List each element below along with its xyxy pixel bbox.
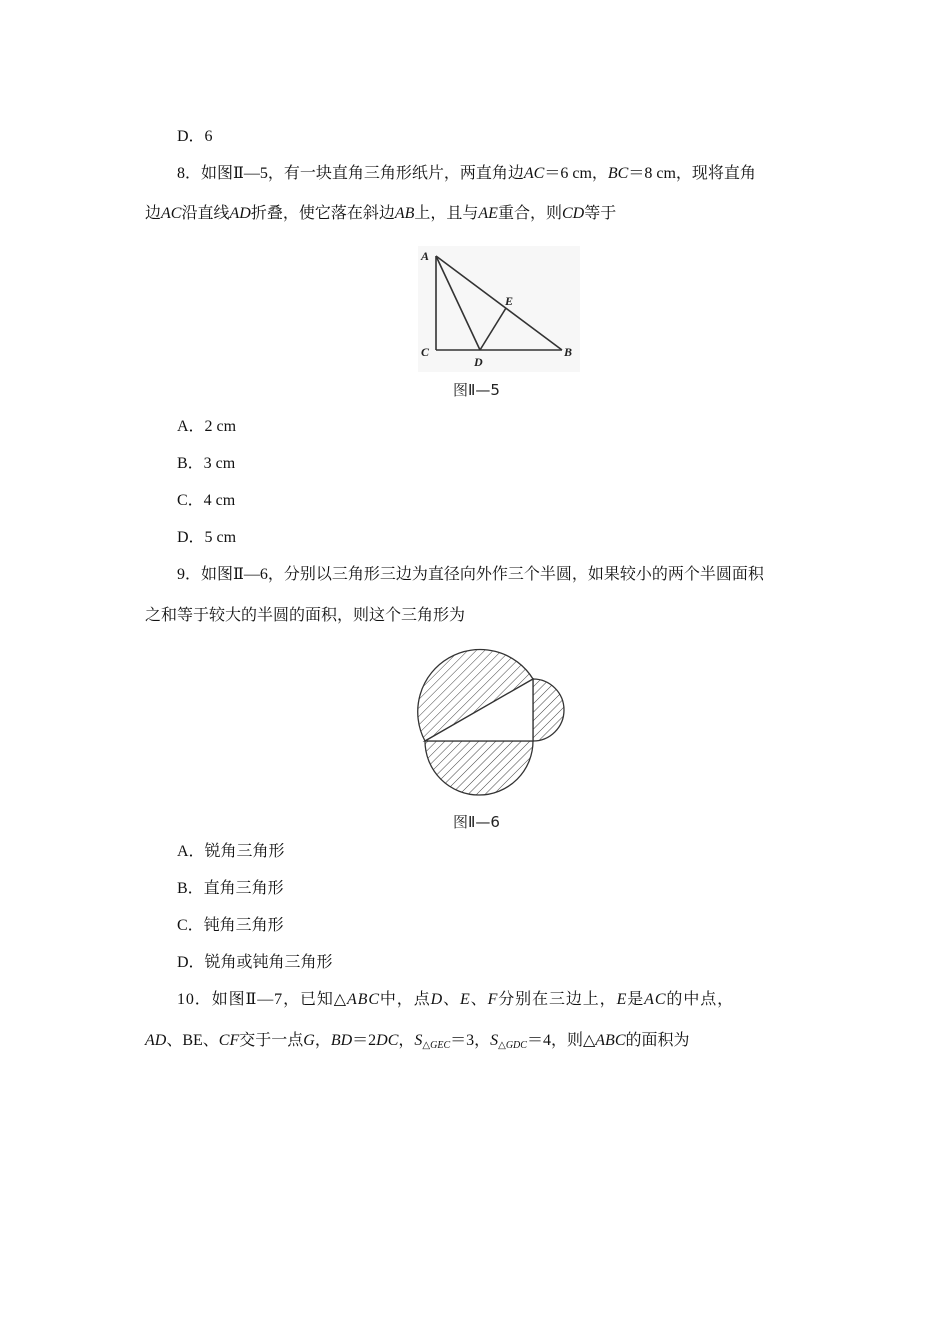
q8-stem-line2: 边AC沿直线AD折叠，使它落在斜边AB上，且与AE重合，则CD等于	[145, 205, 617, 222]
label-c: C	[421, 345, 430, 359]
label-d: D	[474, 355, 483, 369]
q10-stem-line1: 10．如图Ⅱ—7，已知△ABC中，点D、E、F分别在三边上，E是AC的中点，	[177, 991, 735, 1008]
q9-option-d: D．锐角或钝角三角形	[177, 954, 333, 971]
figure-ii-5	[414, 244, 584, 374]
q8-option-a: A．2 cm	[177, 418, 237, 435]
q7-option-d: D．6	[177, 128, 213, 145]
figure-ii-5-caption: 图Ⅱ—5	[453, 381, 500, 399]
q9-stem-line2: 之和等于较大的半圆的面积，则这个三角形为	[145, 607, 466, 624]
q8-option-c: C．4 cm	[177, 492, 236, 509]
q8-option-b: B．3 cm	[177, 455, 236, 472]
semicircle-right-leg	[533, 679, 564, 741]
q9-option-a: A．锐角三角形	[177, 843, 285, 860]
q8-option-d: D．5 cm	[177, 529, 237, 546]
figure-ii-6	[408, 642, 578, 802]
q9-option-b: B．直角三角形	[177, 880, 284, 897]
semicircle-bottom-leg	[425, 741, 533, 795]
q8-stem-line1: 8．如图Ⅱ—5，有一块直角三角形纸片，两直角边AC＝6 cm，BC＝8 cm，现将直角	[177, 165, 756, 182]
q9-option-c: C．钝角三角形	[177, 917, 284, 934]
label-e: E	[505, 294, 514, 308]
label-a: A	[421, 249, 430, 263]
figure-ii-6-caption: 图Ⅱ—6	[453, 813, 500, 831]
label-b: B	[564, 345, 573, 359]
q9-stem-line1: 9．如图Ⅱ—6，分别以三角形三边为直径向外作三个半圆，如果较小的两个半圆面积	[177, 566, 764, 583]
q10-stem-line2: AD、BE、CF交于一点G，BD＝2DC，$S_{\triangle GEC}=3$，$S_{\triangle GDC}=4$，则△ABC的面积为	[145, 1032, 690, 1051]
